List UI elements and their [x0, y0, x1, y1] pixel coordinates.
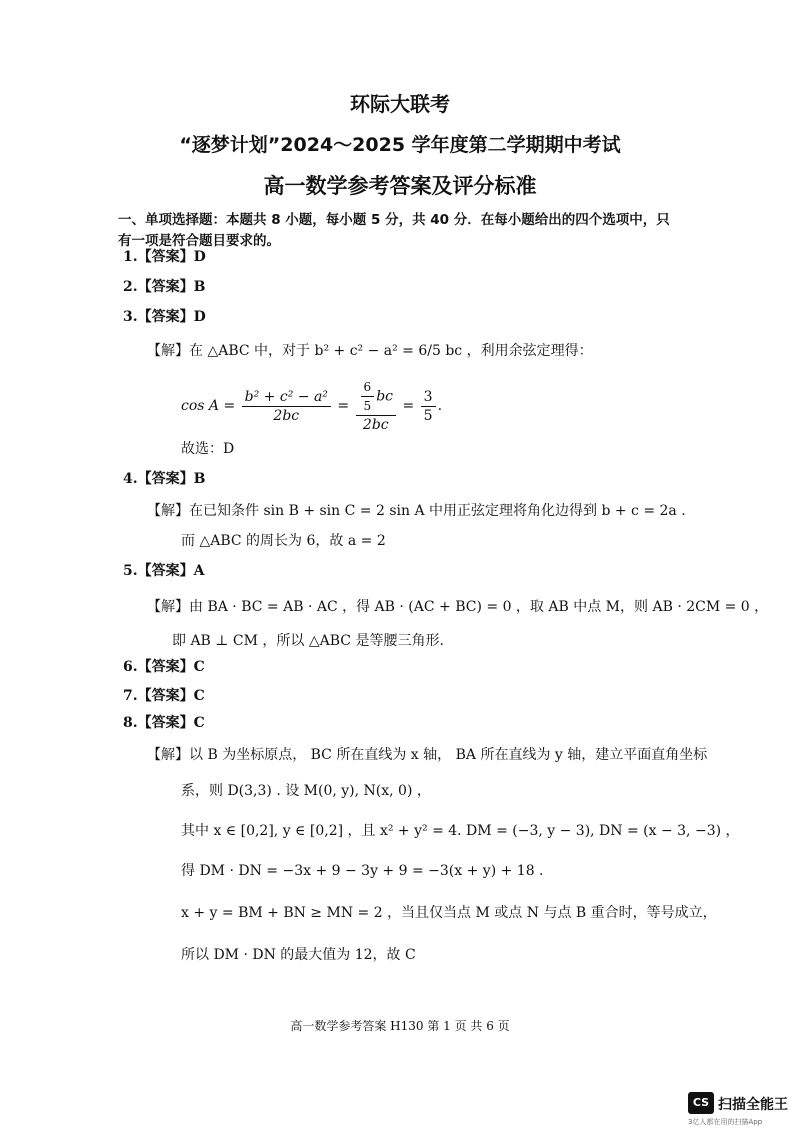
- cos-a-label: cos A =: [181, 398, 236, 414]
- answer-q6: 6.【答案】C: [123, 659, 205, 675]
- answer-q8: 8.【答案】C: [123, 715, 205, 731]
- answer-q2: 2.【答案】B: [123, 279, 206, 295]
- exam-alliance-title: 环际大联考: [350, 92, 450, 116]
- fraction-substituted: $\frac{6}{5}$ bc 2bc: [356, 378, 396, 434]
- scanner-watermark: [688, 1092, 798, 1132]
- solution-q3-line1: 【解】在 △ABC 中，对于 b² + c² − a² = 6/5 bc ，利用余弦定理得：: [147, 343, 593, 359]
- answer-q3: 3.【答案】D: [123, 309, 206, 325]
- solution-q4-line1: 【解】在已知条件 sin B + sin C = 2 sin A 中用正弦定理将角化边得到 b + c = 2a .: [147, 503, 686, 519]
- watermark-app-name: 扫描全能王: [718, 1097, 788, 1113]
- solution-q3-conclusion: 故选：D: [181, 441, 235, 457]
- solution-q8-line5: x + y = BM + BN ≥ MN = 2 ，当且仅当点 M 或点 N 与点 B 重合时，等号成立，: [181, 905, 717, 921]
- solution-q4-line2: 而 △ABC 的周长为 6，故 a = 2: [181, 533, 386, 549]
- answer-q4: 4.【答案】B: [123, 471, 206, 487]
- fraction-cosine-law: $\frac{\text{b² + c² − a²}}{2bc}$: [242, 388, 331, 425]
- solution-q8-line2: 系，则 D(3,3) . 设 M(0, y), N(x, 0) ，: [181, 783, 431, 799]
- solution-q3-formula: cos A = $\frac{\text{b² + c² − a²}}{2bc}$ = $\frac{6}{5}$ bc 2bc = $\frac{3}{5}$ .: [181, 380, 443, 433]
- section-1-intro: 一、单项选择题：本题共 8 小题，每小题 5 分，共 40 分．在每小题给出的四个选项中，只有一项是符合题目要求的。: [118, 212, 670, 249]
- solution-q5-line1: 【解】由 BA · BC = AB · AC ，得 AB · (AC + BC) = 0 ，取 AB 中点 M，则 AB · 2CM = 0 ，: [147, 599, 769, 615]
- page-footer: 高一数学参考答案 H130 第 1 页 共 6 页: [290, 1019, 510, 1033]
- solution-q8-line3: 其中 x ∈ [0,2], y ∈ [0,2] ，且 x² + y² = 4. DM = (−3, y − 3), DN = (x − 3, −3) ，: [181, 823, 740, 839]
- camscanner-logo-icon: CS: [688, 1092, 714, 1114]
- answer-q1: 1.【答案】D: [123, 249, 206, 265]
- answer-q5: 5.【答案】A: [123, 563, 205, 579]
- watermark-tagline: 3亿人都在用的扫描App: [688, 1118, 763, 1126]
- answer-q7: 7.【答案】C: [123, 688, 205, 704]
- solution-q8-line6: 所以 DM · DN 的最大值为 12，故 C: [181, 947, 416, 963]
- fraction-six-fifths: $\frac{6}{5}$: [361, 378, 375, 415]
- solution-q8-line1: 【解】以 B 为坐标原点， BC 所在直线为 x 轴， BA 所在直线为 y 轴，建立平面直角坐标: [147, 747, 708, 763]
- exam-title: “逐梦计划”2024～2025 学年度第二学期期中考试: [179, 134, 621, 156]
- fraction-result: $\frac{3}{5}$: [421, 388, 436, 425]
- solution-q5-line2: 即 AB ⊥ CM ，所以 △ABC 是等腰三角形.: [172, 633, 444, 649]
- answer-key-title: 高一数学参考答案及评分标准: [263, 174, 537, 198]
- solution-q8-line4: 得 DM · DN = −3x + 9 − 3y + 9 = −3(x + y) + 18 .: [181, 863, 544, 879]
